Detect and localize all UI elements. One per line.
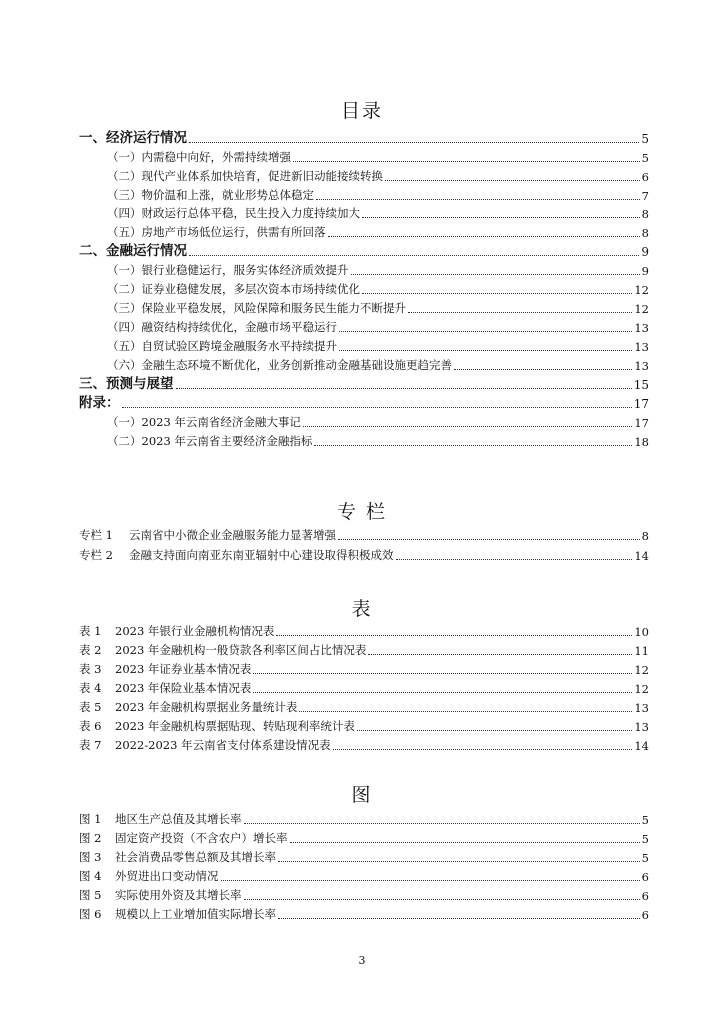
toc-entry[interactable] bbox=[79, 374, 649, 392]
toc-entry[interactable] bbox=[79, 866, 649, 884]
entry-text: （四）财政运行总体平稳，民生投入力度持续加大 bbox=[107, 206, 360, 220]
entry-text: （一）银行业稳健运行，服务实体经济质效提升 bbox=[107, 263, 349, 277]
entry-text: 一、经济运行情况 bbox=[79, 130, 187, 146]
entry-text: （二）证券业稳健发展，多层次资本市场持续优化 bbox=[107, 282, 360, 296]
dot-leader bbox=[316, 187, 640, 200]
dot-leader bbox=[338, 527, 640, 540]
toc-entry[interactable] bbox=[79, 621, 649, 639]
dot-leader bbox=[362, 205, 640, 218]
toc-entry[interactable] bbox=[79, 904, 649, 922]
toc-entry[interactable] bbox=[79, 716, 649, 734]
entry-page-number: 12 bbox=[634, 682, 649, 696]
entry-page-number: 6 bbox=[641, 889, 649, 903]
entry-text: （五）自贸试验区跨境金融服务水平持续提升 bbox=[107, 339, 337, 353]
entry-text: 2023 年金融机构票据贴现、转贴现利率统计表 bbox=[115, 719, 355, 733]
dot-leader bbox=[385, 168, 640, 181]
dot-leader bbox=[333, 737, 633, 750]
entry-text: 2023 年银行业金融机构情况表 bbox=[115, 624, 275, 638]
dot-leader bbox=[122, 395, 632, 408]
entry-text: （五）房地产市场低位运行，供需有所回落 bbox=[107, 225, 326, 239]
entry-text: 地区生产总值及其增长率 bbox=[115, 812, 242, 826]
entry-page-number: 17 bbox=[633, 397, 649, 411]
entry-page-number: 12 bbox=[634, 663, 649, 677]
entry-label: 图 5 bbox=[79, 888, 102, 902]
entry-text: 2023 年保险业基本情况表 bbox=[115, 681, 252, 695]
toc-entry[interactable] bbox=[79, 525, 649, 543]
toc-entry[interactable] bbox=[107, 185, 649, 203]
entry-text: 社会消费品零售总额及其增长率 bbox=[115, 850, 276, 864]
entry-page-number: 7 bbox=[641, 189, 649, 203]
entry-text: 实际使用外资及其增长率 bbox=[115, 888, 242, 902]
toc-entry[interactable] bbox=[107, 279, 649, 297]
toc-entry[interactable] bbox=[107, 166, 649, 184]
toc-entry[interactable] bbox=[79, 545, 649, 563]
entry-page-number: 9 bbox=[641, 245, 649, 259]
dot-leader bbox=[276, 623, 632, 636]
entry-page-number: 13 bbox=[634, 321, 649, 335]
dot-leader bbox=[189, 243, 639, 256]
entry-page-number: 6 bbox=[641, 870, 649, 884]
toc-entry[interactable] bbox=[107, 412, 649, 430]
entry-text: （三）物价温和上涨，就业形势总体稳定 bbox=[107, 188, 314, 202]
toc-entry[interactable] bbox=[79, 393, 649, 411]
dot-leader bbox=[396, 547, 633, 560]
entry-page-number: 5 bbox=[641, 851, 649, 865]
entry-page-number: 5 bbox=[641, 132, 649, 146]
page-number: 3 bbox=[358, 954, 366, 967]
entry-label: 表 4 bbox=[79, 681, 102, 695]
entry-text: （六）金融生态环境不断优化，业务创新推动金融基础设施更趋完善 bbox=[107, 358, 452, 372]
toc-entry[interactable] bbox=[79, 697, 649, 715]
entry-page-number: 5 bbox=[641, 151, 649, 165]
dot-leader bbox=[176, 376, 632, 389]
entry-page-number: 11 bbox=[634, 644, 649, 658]
entry-text: 2023 年金融机构一般贷款各利率区间占比情况表 bbox=[115, 643, 367, 657]
dot-leader bbox=[244, 887, 640, 900]
entry-text: 附录： bbox=[79, 395, 120, 411]
entry-page-number: 12 bbox=[634, 283, 649, 297]
toc-entry[interactable] bbox=[107, 298, 649, 316]
dot-leader bbox=[351, 262, 640, 275]
toc-entry[interactable] bbox=[79, 659, 649, 677]
entry-page-number: 14 bbox=[634, 739, 649, 753]
entry-text: （二）现代产业体系加快培育，促进新旧动能接续转换 bbox=[107, 169, 383, 183]
entry-page-number: 17 bbox=[634, 416, 649, 430]
toc-entry[interactable] bbox=[107, 317, 649, 335]
toc-entry[interactable] bbox=[107, 147, 649, 165]
dot-leader bbox=[339, 338, 632, 351]
entry-label: 专栏 1 bbox=[79, 528, 113, 542]
entry-page-number: 13 bbox=[634, 340, 649, 354]
dot-leader bbox=[328, 224, 640, 237]
dot-leader bbox=[362, 281, 632, 294]
entry-page-number: 13 bbox=[634, 720, 649, 734]
dot-leader bbox=[189, 130, 639, 143]
entry-text: 金融支持面向南亚东南亚辐射中心建设取得积极成效 bbox=[129, 548, 394, 562]
entry-label: 表 2 bbox=[79, 643, 102, 657]
toc-entry[interactable] bbox=[79, 128, 649, 146]
entry-label: 表 3 bbox=[79, 662, 102, 676]
dot-leader bbox=[303, 414, 632, 427]
dot-leader bbox=[368, 642, 632, 655]
entry-text: （三）保险业平稳发展，风险保障和服务民生能力不断提升 bbox=[107, 301, 406, 315]
dot-leader bbox=[408, 300, 632, 313]
entry-page-number: 13 bbox=[634, 359, 649, 373]
toc-entry[interactable] bbox=[107, 355, 649, 373]
entry-text: 2023 年证券业基本情况表 bbox=[115, 662, 252, 676]
entry-page-number: 12 bbox=[634, 302, 649, 316]
toc-entry[interactable] bbox=[107, 203, 649, 221]
dot-leader bbox=[278, 849, 640, 862]
entry-page-number: 10 bbox=[634, 625, 649, 639]
entry-text: 规模以上工业增加值实际增长率 bbox=[115, 907, 276, 921]
entry-text: 2022-2023 年云南省支付体系建设情况表 bbox=[115, 738, 331, 752]
toc-entry[interactable] bbox=[79, 640, 649, 658]
entry-text: （二）2023 年云南省主要经济金融指标 bbox=[107, 434, 313, 448]
dot-leader bbox=[339, 319, 632, 332]
dot-leader bbox=[278, 906, 640, 919]
toc-title: 目录 bbox=[340, 100, 383, 122]
dot-leader bbox=[314, 433, 632, 446]
tables-title: 表 bbox=[351, 598, 373, 620]
entry-page-number: 6 bbox=[641, 908, 649, 922]
entry-label: 图 2 bbox=[79, 831, 102, 845]
dot-leader bbox=[357, 718, 632, 731]
entry-page-number: 6 bbox=[641, 170, 649, 184]
columns-title: 专 栏 bbox=[336, 501, 388, 523]
entry-page-number: 15 bbox=[633, 378, 649, 392]
dot-leader bbox=[244, 811, 640, 824]
entry-page-number: 9 bbox=[641, 264, 649, 278]
entry-label: 专栏 2 bbox=[79, 548, 113, 562]
entry-label: 表 1 bbox=[79, 624, 102, 638]
entry-text: 二、金融运行情况 bbox=[79, 243, 187, 259]
entry-page-number: 13 bbox=[634, 701, 649, 715]
toc-entry[interactable] bbox=[107, 222, 649, 240]
dot-leader bbox=[253, 680, 632, 693]
toc-entry[interactable] bbox=[79, 678, 649, 696]
entry-page-number: 8 bbox=[641, 529, 649, 543]
dot-leader bbox=[293, 149, 640, 162]
entry-label: 图 3 bbox=[79, 850, 102, 864]
entry-text: 外贸进出口变动情况 bbox=[115, 869, 219, 883]
entry-page-number: 14 bbox=[634, 549, 649, 563]
toc-entry[interactable] bbox=[107, 260, 649, 278]
dot-leader bbox=[221, 868, 640, 881]
toc-entry[interactable] bbox=[79, 809, 649, 827]
toc-entry[interactable] bbox=[79, 735, 649, 753]
entry-text: 云南省中小微企业金融服务能力显著增强 bbox=[129, 528, 336, 542]
entry-label: 表 7 bbox=[79, 738, 102, 752]
entry-text: （一）2023 年云南省经济金融大事记 bbox=[107, 415, 301, 429]
dot-leader bbox=[299, 699, 632, 712]
entry-label: 图 1 bbox=[79, 812, 102, 826]
entry-text: 三、预测与展望 bbox=[79, 376, 174, 392]
figures-title: 图 bbox=[351, 784, 373, 806]
toc-entry[interactable] bbox=[107, 431, 649, 449]
entry-page-number: 8 bbox=[641, 207, 649, 221]
toc-entry[interactable] bbox=[79, 241, 649, 259]
entry-label: 图 6 bbox=[79, 907, 102, 921]
toc-entry[interactable] bbox=[107, 336, 649, 354]
entry-label: 表 6 bbox=[79, 719, 102, 733]
entry-text: 2023 年金融机构票据业务量统计表 bbox=[115, 700, 298, 714]
dot-leader bbox=[454, 357, 632, 370]
entry-page-number: 5 bbox=[641, 813, 649, 827]
entry-page-number: 18 bbox=[634, 435, 649, 449]
entry-label: 图 4 bbox=[79, 869, 102, 883]
entry-page-number: 5 bbox=[641, 832, 649, 846]
dot-leader bbox=[290, 830, 640, 843]
entry-page-number: 8 bbox=[641, 226, 649, 240]
entry-text: （一）内需稳中向好，外需持续增强 bbox=[107, 150, 291, 164]
entry-text: 固定资产投资（不含农户）增长率 bbox=[115, 831, 288, 845]
dot-leader bbox=[253, 661, 632, 674]
entry-label: 表 5 bbox=[79, 700, 102, 714]
entry-text: （四）融资结构持续优化，金融市场平稳运行 bbox=[107, 320, 337, 334]
toc-entry[interactable] bbox=[79, 885, 649, 903]
toc-entry[interactable] bbox=[79, 828, 649, 846]
toc-entry[interactable] bbox=[79, 847, 649, 865]
